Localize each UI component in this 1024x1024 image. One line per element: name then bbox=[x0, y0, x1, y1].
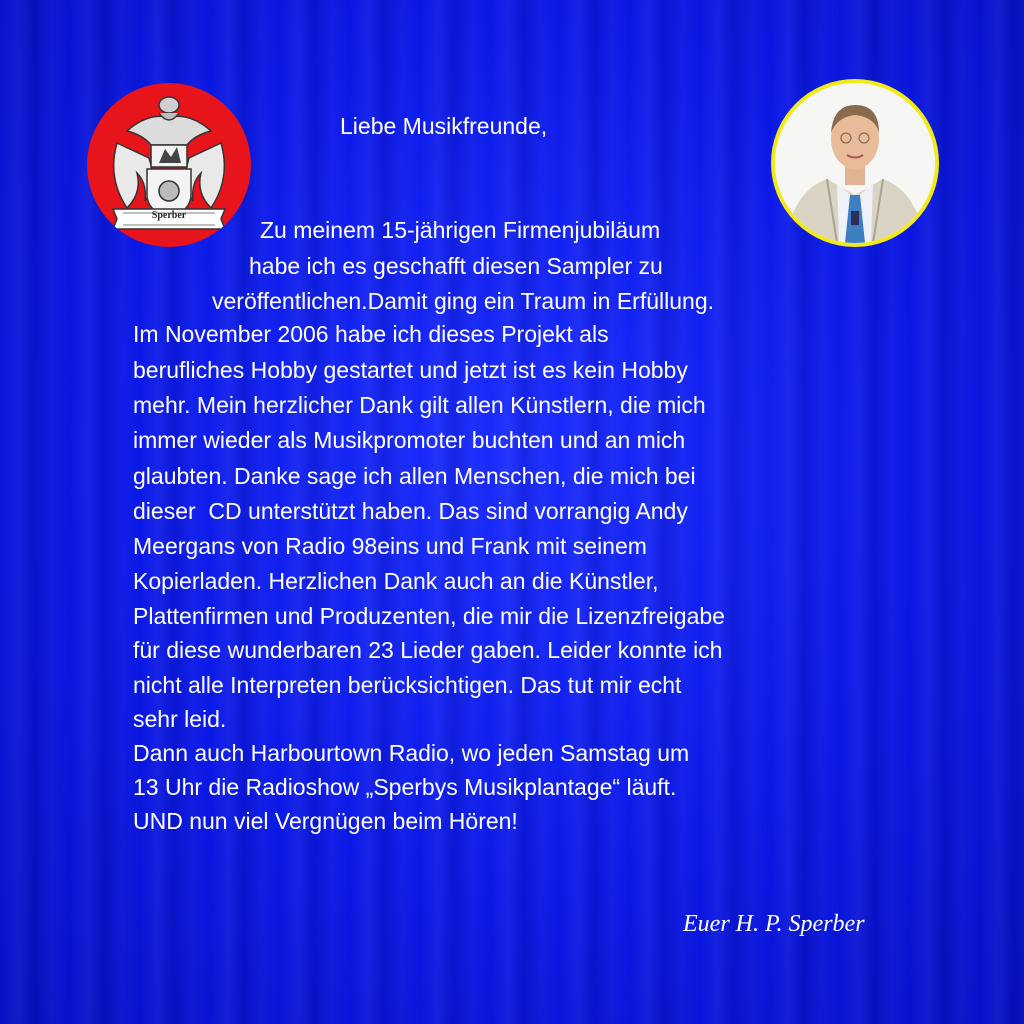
letter-line: habe ich es geschafft diesen Sampler zu bbox=[249, 253, 663, 279]
letter-line: Plattenfirmen und Produzenten, die mir die Lizenzfreigabe bbox=[133, 603, 725, 629]
letter-line: veröffentlichen.Damit ging ein Traum in Erfüllung. bbox=[212, 288, 715, 314]
letter-line: UND nun viel Vergnügen beim Hören! bbox=[133, 808, 518, 834]
signature: Euer H. P. Sperber bbox=[683, 911, 865, 937]
letter-line: Zu meinem 15-jährigen Firmenjubiläum bbox=[260, 217, 661, 243]
letter-line: immer wieder als Musikpromoter buchten und an mich bbox=[133, 427, 686, 453]
letter-line: berufliches Hobby gestartet und jetzt ist es kein Hobby bbox=[133, 357, 688, 383]
letter-line: Meergans von Radio 98eins und Frank mit seinem bbox=[133, 533, 647, 559]
letter-line: Dann auch Harbourtown Radio, wo jeden Samstag um bbox=[133, 740, 690, 766]
letter-line: sehr leid. bbox=[133, 706, 227, 732]
letter-line: dieser CD unterstützt haben. Das sind vorrangig Andy bbox=[133, 498, 688, 524]
letter-line: 13 Uhr die Radioshow „Sperbys Musikplantage“ läuft. bbox=[133, 774, 677, 800]
letter-line: Kopierladen. Herzlichen Dank auch an die Künstler, bbox=[133, 568, 659, 594]
crest-motto: Sperber bbox=[151, 210, 187, 221]
greeting: Liebe Musikfreunde, bbox=[340, 113, 548, 139]
letter-line: nicht alle Interpreten berücksichtigen. Das tut mir echt bbox=[133, 672, 682, 698]
portrait-photo bbox=[771, 79, 939, 247]
letter-line: Im November 2006 habe ich dieses Projekt als bbox=[133, 321, 609, 347]
letter-line: glaubten. Danke sage ich allen Menschen, die mich bei bbox=[133, 463, 696, 489]
letter-line: mehr. Mein herzlicher Dank gilt allen Künstlern, die mich bbox=[133, 392, 706, 418]
coat-of-arms-icon bbox=[87, 83, 251, 247]
letter-line: für diese wunderbaren 23 Lieder gaben. Leider konnte ich bbox=[133, 637, 723, 663]
